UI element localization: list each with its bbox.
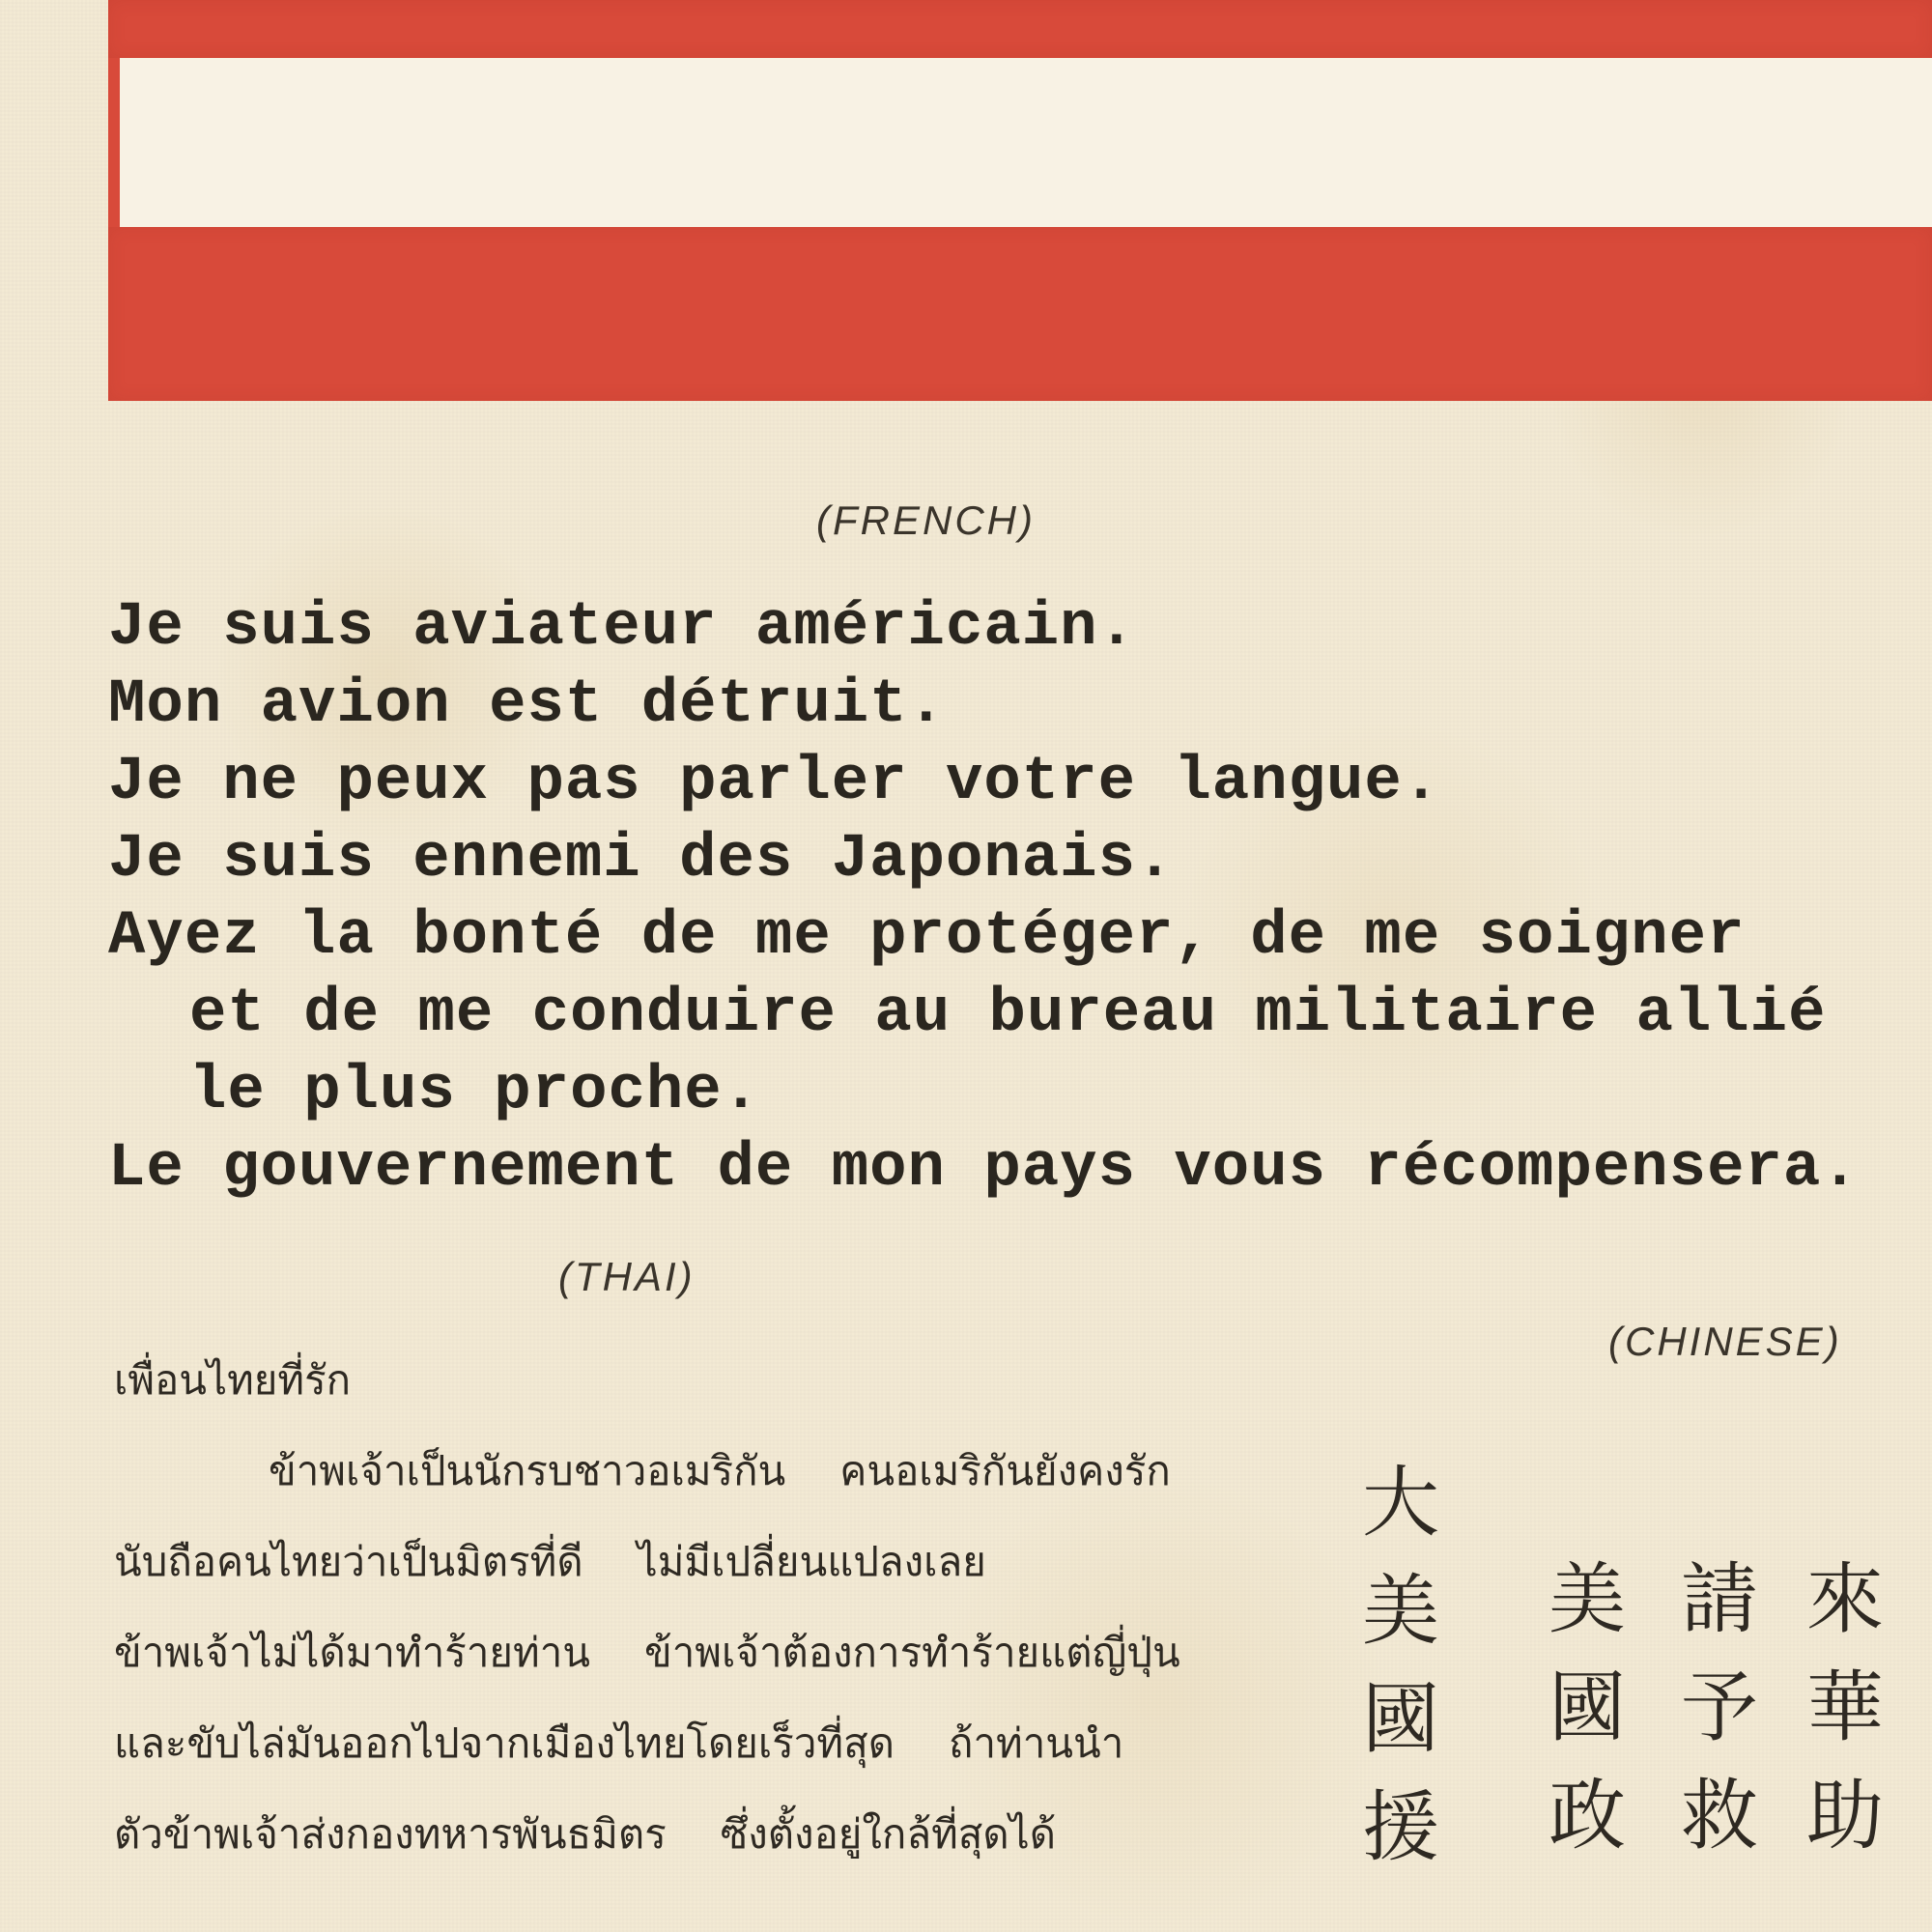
french-line: Ayez la bonté de me protéger, de me soigner — [108, 902, 1746, 972]
french-line: Je suis aviateur américain. — [108, 593, 1136, 663]
thai-line — [114, 1698, 1225, 1789]
chinese-character: 政 — [1548, 1771, 1626, 1861]
thai-phrase: ตัวข้าพเจ้าส่งกองทหารพันธมิตร — [114, 1810, 667, 1858]
flag-white-stripe — [108, 58, 1932, 227]
chinese-character: 來 — [1806, 1554, 1884, 1644]
chinese-column — [1357, 1449, 1444, 1882]
chinese-character: 救 — [1681, 1771, 1758, 1861]
chinese-character: 國 — [1548, 1662, 1626, 1752]
flag-red-stripe-top — [108, 0, 1932, 58]
chinese-column — [1802, 1546, 1889, 1870]
thai-phrase: ถ้าท่านนำ — [949, 1719, 1124, 1767]
french-line: le plus proche. — [189, 1057, 761, 1126]
chinese-character: 大 — [1362, 1458, 1439, 1548]
french-line: Je suis ennemi des Japonais. — [108, 825, 1175, 895]
thai-line — [114, 1789, 1225, 1880]
french-language-label: (FRENCH) — [816, 497, 1036, 543]
chinese-column — [1676, 1546, 1763, 1870]
french-line: et de me conduire au bureau militaire allié — [189, 980, 1827, 1049]
thai-phrase: ข้าพเจ้าไม่ได้มาทำร้ายท่าน — [114, 1629, 591, 1676]
thai-greeting: เพื่อนไทยที่รัก — [114, 1356, 352, 1404]
thai-line — [114, 1517, 1225, 1607]
chinese-character: 華 — [1806, 1662, 1884, 1752]
thai-line — [114, 1607, 1225, 1698]
thai-phrase: และขับไล่มันออกไปจากเมืองไทยโดยเร็วที่สุด — [114, 1719, 895, 1767]
thai-phrase: ข้าพเจ้าต้องการทำร้ายแต่ญี่ปุ่น — [644, 1629, 1180, 1676]
thai-phrase: ซึ่งตั้งอยู่ใกล้ที่สุดได้ — [720, 1810, 1057, 1858]
french-line: Mon avion est détruit. — [108, 670, 946, 740]
chinese-character: 請 — [1681, 1554, 1758, 1644]
chinese-character: 援 — [1362, 1782, 1439, 1872]
thai-phrase: นับถือคนไทยว่าเป็นมิตรที่ดี — [114, 1538, 583, 1585]
thai-message — [114, 1335, 1225, 1880]
flag-red-stripe-bottom — [108, 227, 1932, 401]
chinese-character: 美 — [1362, 1566, 1439, 1656]
chinese-character: 美 — [1548, 1554, 1626, 1644]
chinese-character: 國 — [1362, 1674, 1439, 1764]
chinese-character: 予 — [1681, 1662, 1758, 1752]
thai-language-label: (THAI) — [558, 1254, 696, 1299]
french-line: Je ne peux pas parler votre langue. — [108, 748, 1441, 817]
thai-phrase: ไม่มีเปลี่ยนแปลงเลย — [637, 1538, 986, 1585]
thai-phrase: ข้าพเจ้าเป็นนักรบชาวอเมริกัน — [269, 1447, 786, 1494]
thai-line — [114, 1426, 1225, 1517]
french-message — [108, 589, 1886, 1208]
chinese-language-label: (CHINESE) — [1608, 1319, 1842, 1364]
chinese-column — [1544, 1546, 1631, 1870]
chinese-character: 助 — [1806, 1771, 1884, 1861]
thai-phrase: คนอเมริกันยังคงรัก — [839, 1447, 1171, 1494]
french-line: Le gouvernement de mon pays vous récompensera. — [108, 1134, 1860, 1204]
